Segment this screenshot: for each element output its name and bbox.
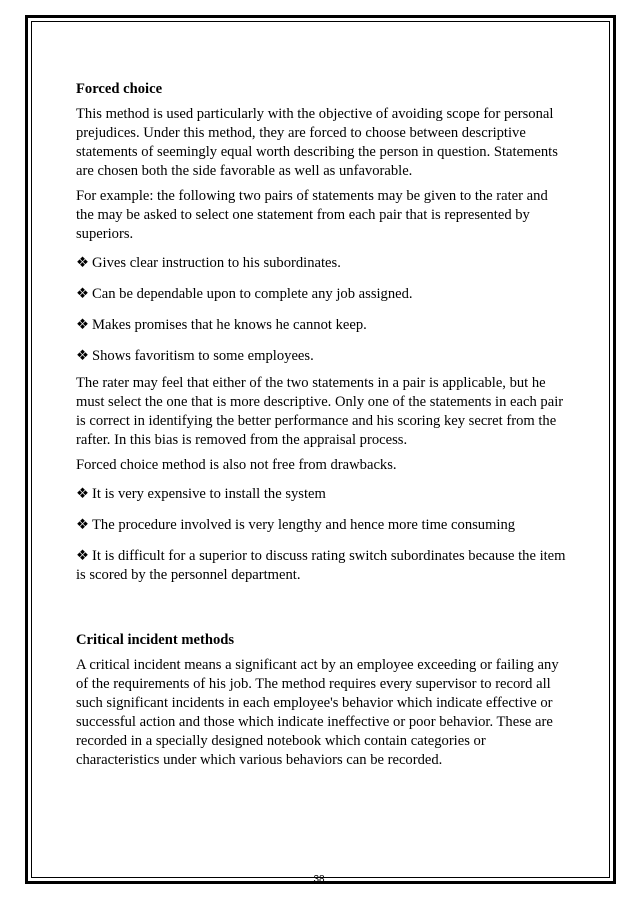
- page-number: 38: [313, 874, 325, 885]
- list-item-text: Shows favoritism to some employees.: [92, 348, 314, 364]
- list-item-statement-4: [76, 347, 566, 366]
- list-item-text: It is difficult for a superior to discuss rating switch subordinates because the item is scored by the personnel department.: [76, 548, 566, 583]
- list-item-drawback-1: [76, 485, 566, 504]
- paragraph-forced-choice-intro: This method is used particularly with the objective of avoiding scope for personal prejudices. Under this method, they are forced to choose between descriptive statements of seemingly equal worth describing the person in question. Statements are chosen both the side favorable as well as unfavorable.: [76, 106, 558, 179]
- list-item-text: Can be dependable upon to complete any job assigned.: [92, 286, 413, 302]
- paragraph-critical-incident: A critical incident means a significant act by an employee exceeding or failing any of the requirements of his job. The method requires every supervisor to record all such significant incidents in each employee's behavior which indicate effective or successful action and those which indicate ineffective or poor behavior. These are recorded in a specially designed notebook which contain categories or characteristics under which various behaviors can be recorded.: [76, 657, 559, 768]
- diamond-bullet-icon: ❖: [76, 486, 90, 502]
- paragraph-drawbacks-intro: Forced choice method is also not free from drawbacks.: [76, 457, 397, 473]
- diamond-bullet-icon: ❖: [76, 548, 90, 564]
- list-item-text: Gives clear instruction to his subordinates.: [92, 255, 341, 271]
- diamond-bullet-icon: ❖: [76, 348, 90, 364]
- paragraph-forced-choice-example: For example: the following two pairs of statements may be given to the rater and the may be asked to select one statement from each pair that is represented by superiors.: [76, 188, 548, 242]
- diamond-bullet-icon: ❖: [76, 255, 90, 271]
- list-item-statement-3: [76, 316, 566, 335]
- diamond-bullet-icon: ❖: [76, 317, 90, 333]
- list-item-text: The procedure involved is very lengthy and hence more time consuming: [92, 517, 516, 533]
- diamond-bullet-icon: ❖: [76, 286, 90, 302]
- section-spacer: [76, 585, 566, 631]
- document-body: [76, 80, 566, 776]
- section-heading-forced-choice: Forced choice: [76, 81, 163, 97]
- list-item-drawback-2: [76, 516, 566, 535]
- paragraph-rater-selection: The rater may feel that either of the two statements in a pair is applicable, but he must select the one that is more descriptive. Only one of the statements in each pair is correct in identifying the better performance and his scoring key secret from the rafter. In this bias is removed from the appraisal process.: [76, 375, 564, 448]
- list-item-text: It is very expensive to install the system: [92, 486, 326, 502]
- list-item-text: Makes promises that he knows he cannot keep.: [92, 317, 367, 333]
- diamond-bullet-icon: ❖: [76, 517, 90, 533]
- list-item-statement-1: [76, 254, 566, 273]
- list-item-drawback-3: [76, 547, 566, 585]
- list-item-statement-2: [76, 285, 566, 304]
- section-heading-critical-incident: Critical incident methods: [76, 632, 235, 648]
